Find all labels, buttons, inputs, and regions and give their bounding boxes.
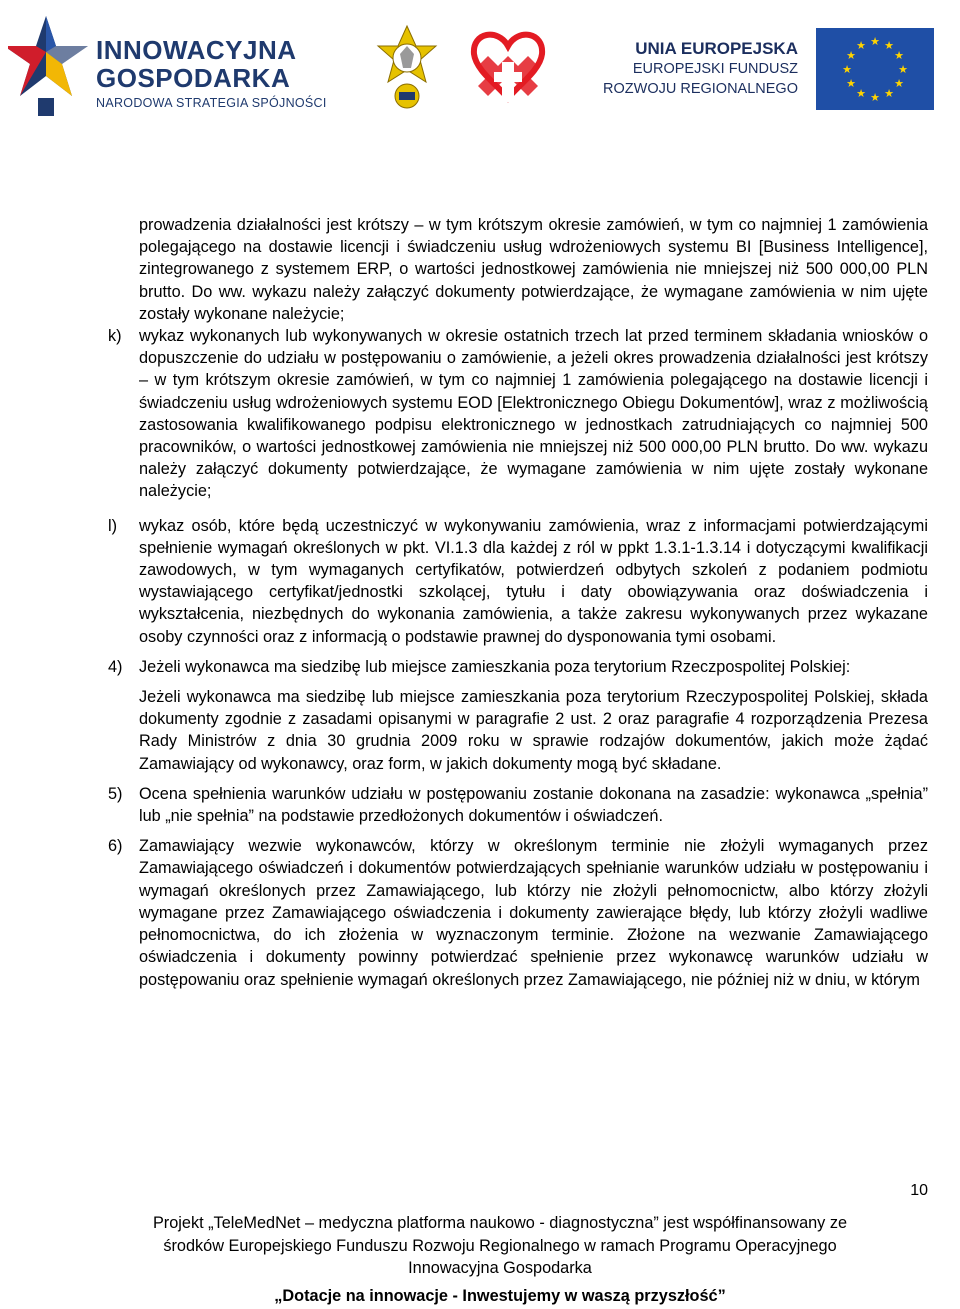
page-number: 10 [910,1182,928,1199]
list-marker: 6) [108,837,123,856]
document-body [108,214,928,991]
ig-star-icon [8,10,93,120]
page-footer [60,1212,940,1280]
list-item-text: Zamawiający wezwie wykonawców, którzy w określonym terminie nie złożyli wymaganych przez Zamawiającego oświadczeń i dokumentów potwierdzających spełnianie warunków udziału w postępowaniu i wymagań określonych przez Zamawiającego, lub którzy nie złożyli pełnomocnictw, albo którzy złożyli wymagane przez Zamawiającego oświadczenia i dokumenty zawierające błędy, lub którzy złożyli wadliwe pełnomocnictwa, do ich złożenia w wyznaczonym terminie. Złożone na wezwanie Zamawiającego oświadczenia i dokumenty powinny potwierdzać spełnienie przez wykonawcę warunków udziału w postępowaniu oraz spełnienie wymagań określonych przez Zamawiającego, nie później niż w dniu, w którym [139,837,928,989]
list-item-text: Jeżeli wykonawca ma siedzibę lub miejsce zamieszkania poza terytorium Rzeczpospolitej Polskiej: [139,657,851,676]
svg-text:★: ★ [856,87,866,100]
eu-logo-line1: UNIA EUROPEJSKA [635,39,798,58]
footer-slogan: „Dotacje na innowacje - Inwestujemy w waszą przyszłość” [274,1287,726,1305]
list-item-text: Ocena spełnienia warunków udziału w postępowaniu zostanie dokonana na zasadzie: wykonawca „spełnia” lub „nie spełnia” na podstawie przedłożonych dokumentów i oświadczeń. [139,784,928,826]
paragraph-continuation: prowadzenia działalności jest krótszy – w tym krótszym okresie zamówień, w tym co najmniej 1 zamówienia polegającego na dostawie licencji i świadczeniu usług wdrożeniowych systemu BI [Business Intelligence], zintegrowanego z systemem ERP, o wartości jednostkowej zamówienia nie mniejszej niż 500 000,00 PLN brutto. Do ww. wykazu należy załączyć dokumenty potwierdzające, że wymagane zamówienia w nim ujęte zostały wykonane należycie; [139,216,928,323]
svg-text:★: ★ [870,91,880,104]
footer-line2: środków Europejskiego Funduszu Rozwoju Regionalnego w ramach Programu Operacyjnego [163,1236,837,1255]
ig-logo-line3: NARODOWA STRATEGIA SPÓJNOŚCI [96,96,327,110]
ig-logo-line1: INNOWACYJNA [96,35,297,65]
list-item-text: wykaz osób, które będą uczestniczyć w wykonywaniu zamówienia, wraz z informacjami potwierdzającymi spełnienie wymagań określonych w pkt. VI.1.3 dla każdej z ról w ppkt 1.3.1-1.3.14 i dotyczącymi kwalifikacji zawodowych, w tym wymaganych certyfikatów, potwierdzeń odbytych szkoleń z podaniem podmiotu wystawiającego certyfikat/jednostki szkolącej, tytułu i daty obowiązywania oraz doświadczenia i wykształcenia, niezbędnych do wykonania zamówienia, a także zakresu wykonywanych przez wykazane osoby czynności oraz z informacją o podstawie prawnej do dysponowania tymi osobami. [139,516,928,646]
eu-logo-line3: ROZWOJU REGIONALNEGO [603,81,798,97]
eu-logo [598,28,938,112]
paragraph-item-4-detail: Jeżeli wykonawca ma siedzibę lub miejsce zamieszkania poza terytorium Rzeczypospolitej Polskiej, składa dokumenty zgodnie z zasadami opisanymi w paragrafie 2 ust. 2 oraz paragrafie 4 rozporządzenia Prezesa Rady Ministrów z dnia 30 grudnia 2009 roku w sprawie rodzajów dokumentów, jakich może żądać Zamawiający od wykonawcy, oraz form, w jakich dokumenty mogą być składane. [139,688,928,773]
list-item-l [108,515,928,648]
footer-line3: Innowacyjna Gospodarka [408,1259,592,1277]
list-marker: l) [108,516,118,535]
list-item-4 [108,656,928,678]
svg-text:★: ★ [856,39,866,52]
svg-text:★: ★ [846,77,856,90]
innowacyjna-gospodarka-logo [8,10,328,120]
list-item-6 [108,835,928,990]
list-item-text: wykaz wykonanych lub wykonywanych w okresie ostatnich trzech lat przed terminem składania wniosków o dopuszczenie do udziału w postępowaniu o zamówienie, a jeżeli okres prowadzenia działalności jest krótszy – w tym krótszym okresie zamówień, w tym co najmniej 1 zamówienia polegającego na dostawie licencji i świadczeniu usług wdrożeniowych systemu EOD [Elektronicznego Obiegu Dokumentów], wraz z możliwością zastosowania kwalifikowanego podpisu elektronicznego w jednostkach zatrudniających co najmniej 500 pracowników, o wartości jednostkowej zamówienia nie mniejszej niż 500 000,00 PLN brutto. Do ww. wykazu należy załączyć dokumenty potwierdzające, że wymagane zamówienia w nim ujęte zostały wykonane należycie; [139,327,928,501]
eu-logo-line2: EUROPEJSKI FUNDUSZ [632,61,798,77]
ig-logo-line2: GOSPODARKA [96,63,291,93]
svg-text:★: ★ [894,77,904,90]
svg-text:★: ★ [894,49,904,62]
svg-text:★: ★ [898,63,908,76]
svg-text:★: ★ [842,63,852,76]
list-item-k [108,325,928,503]
list-item-5 [108,783,928,827]
military-eagle-emblem-icon [376,24,438,114]
svg-text:★: ★ [884,39,894,52]
heart-cross-logo-icon [468,26,548,108]
list-marker: 5) [108,784,123,803]
svg-text:★: ★ [884,87,894,100]
page-header [0,0,960,130]
svg-text:★: ★ [870,35,880,48]
list-marker: k) [108,327,122,346]
footer-line1: Projekt „TeleMedNet – medyczna platforma naukowo - diagnostyczna” jest współfinansowany ze [152,1214,848,1232]
svg-text:★: ★ [846,49,856,62]
eu-flag-icon [816,28,934,110]
list-marker: 4) [108,657,123,676]
